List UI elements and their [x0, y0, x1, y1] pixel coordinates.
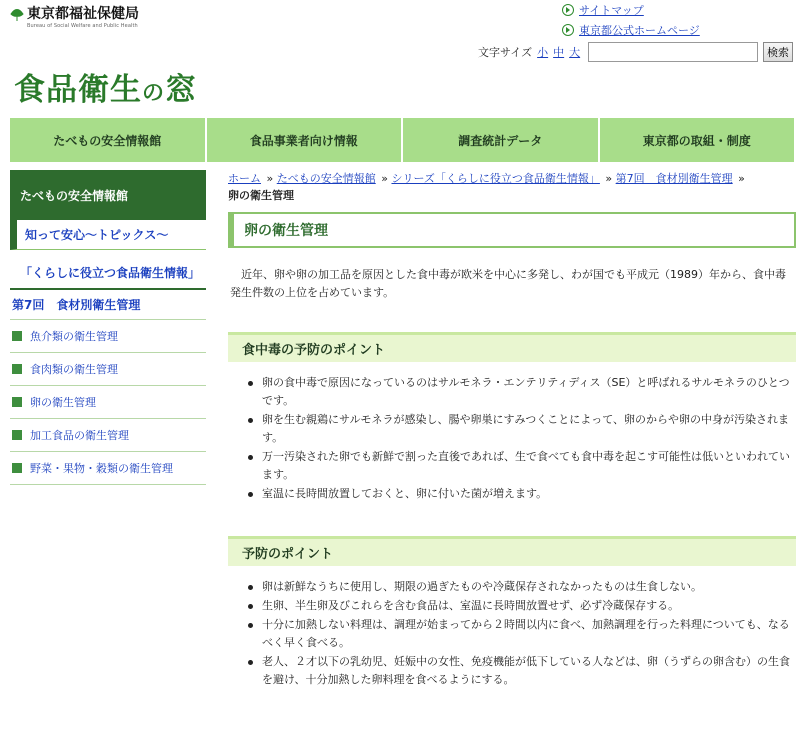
ginkgo-leaf-icon: [10, 8, 24, 22]
sidebar-item-label: 魚介類の衛生管理: [30, 330, 118, 343]
list-item: 卵の食中毒で原因になっているのはサルモネラ・エンテリティディス（SE）と呼ばれるサルモネラのひとつです。: [248, 374, 796, 410]
sitemap-link[interactable]: サイトマップ: [579, 4, 644, 17]
list-item: 万一汚染された卵でも新鮮で割った直後であれば、生で食べても食中毒を起こす可能性は低いといわれています。: [248, 448, 796, 484]
breadcrumb: [228, 170, 796, 204]
site-title-end: 窓: [165, 72, 198, 108]
font-size-small[interactable]: 小: [537, 46, 549, 59]
sidebar-chapter[interactable]: 第7回 食材別衛生管理: [10, 290, 206, 320]
sidebar-head[interactable]: たべもの安全情報館: [10, 170, 206, 220]
arrow-circle-icon: [562, 24, 574, 36]
top-links: [562, 0, 700, 40]
toplink-sitemap[interactable]: [562, 0, 700, 20]
org-name: 東京都福祉保健局: [27, 6, 139, 22]
org-logo[interactable]: [10, 6, 139, 29]
site-title[interactable]: [14, 64, 197, 109]
sidebar-item-produce[interactable]: [10, 452, 206, 485]
list-item: 老人、２才以下の乳幼児、妊娠中の女性、免疫機能が低下している人などは、卵（うずらの卵含む）の生食を避け、十分加熱した卵料理を食べるようにする。: [248, 653, 796, 689]
breadcrumb-series[interactable]: シリーズ「くらしに役立つ食品衛生情報」: [391, 172, 600, 185]
sidebar-item-label: 加工食品の衛生管理: [30, 429, 129, 442]
intro-body: 近年、卵や卵の加工品を原因とした食中毒が欧米を中心に多発し、わが国でも平成元（1989）年から、食中毒発生件数の上位を占めています。: [230, 268, 786, 299]
square-bullet-icon: [12, 463, 22, 473]
breadcrumb-current: 卵の衛生管理: [228, 189, 294, 202]
breadcrumb-food-safety[interactable]: たべもの安全情報館: [276, 172, 376, 185]
toplink-official[interactable]: [562, 20, 700, 40]
gnav-statistics[interactable]: 調査統計データ: [403, 118, 598, 162]
sidebar-item-seafood[interactable]: [10, 320, 206, 353]
sidebar-item-label: 野菜・果物・穀類の衛生管理: [30, 462, 173, 475]
arrow-circle-icon: [562, 4, 574, 16]
breadcrumb-chapter[interactable]: 第7回 食材別衛生管理: [615, 172, 733, 185]
main-content: [228, 170, 796, 690]
section-list-points: [228, 578, 796, 689]
square-bullet-icon: [12, 397, 22, 407]
breadcrumb-separator: »: [266, 172, 274, 185]
gnav-food-safety[interactable]: たべもの安全情報館: [10, 118, 205, 162]
breadcrumb-home[interactable]: ホーム: [228, 172, 261, 185]
section-heading-prevention: 食中毒の予防のポイント: [228, 332, 796, 362]
site-title-main: 食品衛生: [14, 72, 142, 108]
gnav-business[interactable]: 食品事業者向け情報: [207, 118, 402, 162]
global-nav: [10, 118, 794, 162]
sidebar-topics[interactable]: 知って安心～トピックス～: [10, 220, 206, 250]
sidebar: [10, 170, 206, 485]
breadcrumb-separator: »: [381, 172, 388, 185]
site-title-particle: の: [142, 81, 166, 106]
square-bullet-icon: [12, 331, 22, 341]
list-item: 十分に加熱しない料理は、調理が始まってから２時間以内に食べ、加熱調理を行った料理についても、なるべく早く食べる。: [248, 616, 796, 652]
sidebar-item-eggs[interactable]: [10, 386, 206, 419]
section-heading-points: 予防のポイント: [228, 536, 796, 566]
page-title: 卵の衛生管理: [228, 212, 796, 248]
square-bullet-icon: [12, 430, 22, 440]
search-button[interactable]: 検索: [763, 42, 793, 62]
sidebar-item-meat[interactable]: [10, 353, 206, 386]
org-sub: Bureau of Social Welfare and Public Health: [27, 23, 138, 29]
font-size-large[interactable]: 大: [569, 46, 581, 59]
breadcrumb-separator: »: [738, 172, 745, 185]
sidebar-item-label: 卵の衛生管理: [30, 396, 96, 409]
gnav-tokyo-efforts[interactable]: 東京都の取組・制度: [600, 118, 795, 162]
section-list-prevention: [228, 374, 796, 503]
official-home-link[interactable]: 東京都公式ホームページ: [579, 24, 700, 37]
header: [0, 0, 800, 118]
sidebar-item-processed[interactable]: [10, 419, 206, 452]
font-size-control: [478, 44, 580, 60]
sidebar-item-label: 食肉類の衛生管理: [30, 363, 118, 376]
list-item: 室温に長時間放置しておくと、卵に付いた菌が増えます。: [248, 485, 796, 503]
breadcrumb-separator: »: [605, 172, 613, 185]
font-size-medium[interactable]: 中: [553, 46, 565, 59]
intro-text: [228, 266, 796, 302]
list-item: 卵を生む親鶏にサルモネラが感染し、腸や卵巣にすみつくことによって、卵のからや卵の中身が汚染されます。: [248, 411, 796, 447]
font-size-label: 文字サイズ: [478, 46, 533, 59]
search-input[interactable]: [588, 42, 758, 62]
square-bullet-icon: [12, 364, 22, 374]
sidebar-series[interactable]: 「くらしに役立つ食品衛生情報」: [10, 256, 206, 290]
list-item: 生卵、半生卵及びこれらを含む食品は、室温に長時間放置せず、必ず冷蔵保存する。: [248, 597, 796, 615]
list-item: 卵は新鮮なうちに使用し、期限の過ぎたものや冷蔵保存されなかったものは生食しない。: [248, 578, 796, 596]
intro-indent: [230, 268, 241, 281]
